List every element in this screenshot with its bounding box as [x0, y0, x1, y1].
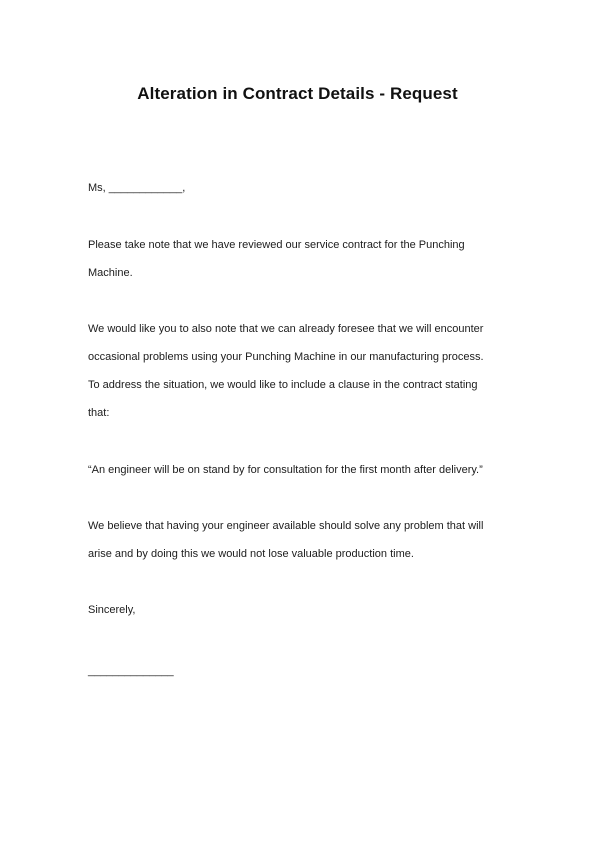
document-title: Alteration in Contract Details - Request — [137, 84, 458, 103]
paragraph-2-line-3: To address the situation, we would like to include a clause in the contract stating — [88, 379, 478, 391]
paragraph-3-line-2: arise and by doing this we would not lose valuable production time. — [88, 548, 414, 560]
paragraph-3-line-1: We believe that having your engineer available should solve any problem that will — [88, 520, 484, 532]
paragraph-1-line-2: Machine. — [88, 267, 133, 279]
salutation: Ms, ____________, — [88, 182, 186, 194]
paragraph-2-line-2: occasional problems using your Punching Machine in our manufacturing process. — [88, 351, 484, 363]
paragraph-2-line-4: that: — [88, 407, 110, 419]
closing: Sincerely, — [88, 604, 136, 616]
paragraph-2-line-1: We would like you to also note that we can already foresee that we will encounter — [88, 323, 484, 335]
signature-line: ______________ — [88, 665, 174, 677]
paragraph-1-line-1: Please take note that we have reviewed our service contract for the Punching — [88, 239, 465, 251]
quoted-clause: “An engineer will be on stand by for consultation for the first month after delivery.” — [88, 464, 483, 476]
